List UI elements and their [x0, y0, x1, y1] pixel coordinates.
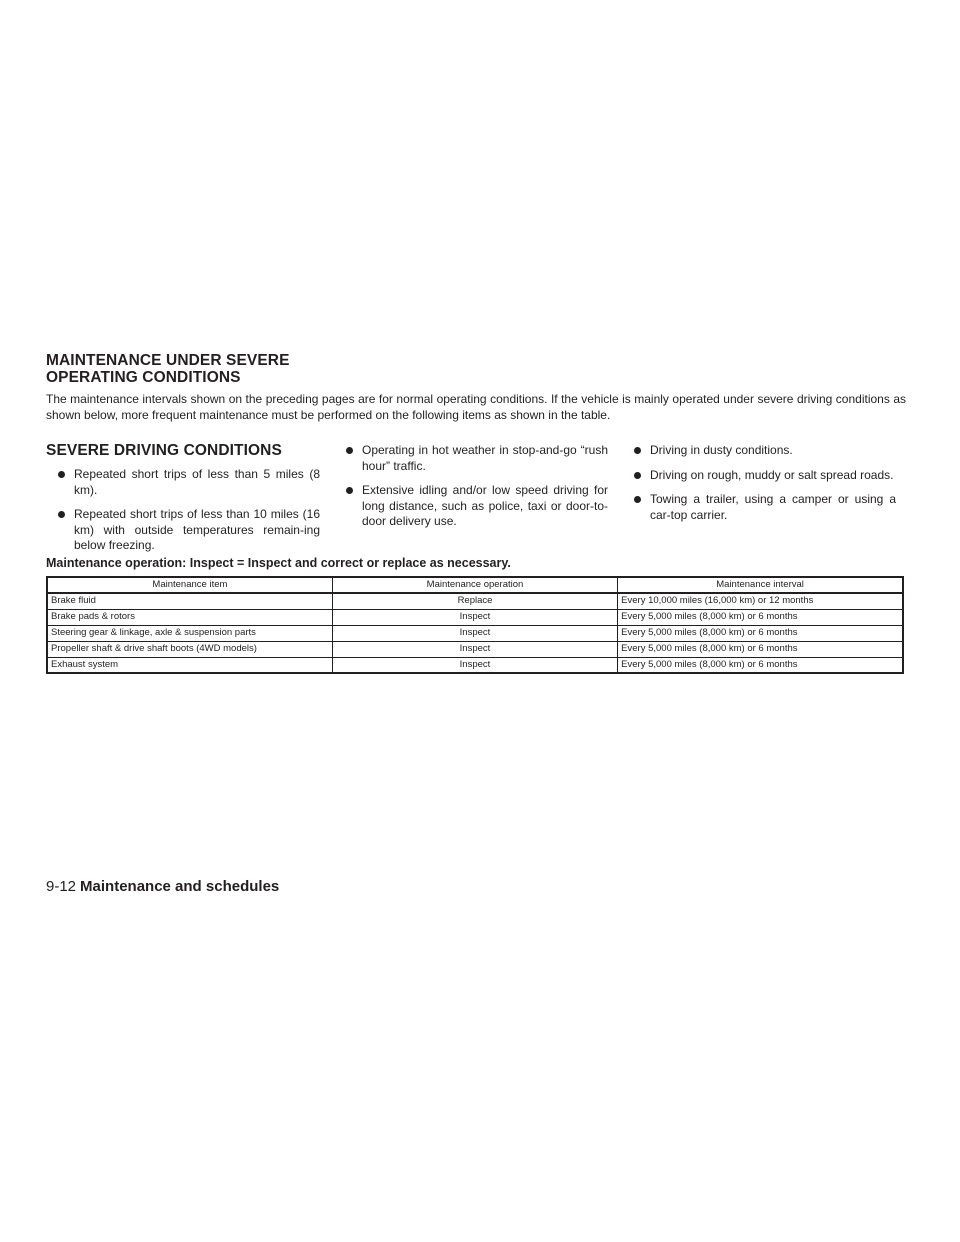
section-title-line-2: OPERATING CONDITIONS — [46, 369, 241, 386]
list-item-text: Driving on rough, muddy or salt spread roads. — [650, 467, 894, 482]
table-row — [47, 593, 903, 609]
list-item — [334, 443, 608, 474]
cell-interval: Every 5,000 miles (8,000 km) or 6 months — [618, 625, 903, 641]
cell-operation: Inspect — [332, 641, 617, 657]
bullet-column-2 — [334, 443, 608, 539]
cell-operation: Inspect — [332, 609, 617, 625]
bullet-dot-icon — [58, 511, 65, 518]
cell-item: Exhaust system — [47, 657, 332, 673]
chapter-title: Maintenance and schedules — [80, 878, 280, 895]
section-title-line-1: MAINTENANCE UNDER SEVERE — [46, 352, 290, 369]
list-item-text: Driving in dusty conditions. — [650, 443, 793, 457]
bullet-dot-icon — [58, 471, 65, 478]
cell-item: Brake pads & rotors — [47, 609, 332, 625]
cell-interval: Every 10,000 miles (16,000 km) or 12 months — [618, 593, 903, 609]
bullet-dot-icon — [346, 447, 353, 454]
cell-item: Brake fluid — [47, 593, 332, 609]
list-item-text: Repeated short trips of less than 5 miles (8 km). — [74, 467, 320, 497]
maintenance-table — [46, 576, 904, 674]
list-item-text: Operating in hot weather in stop-and-go “rush hour” traffic. — [362, 443, 608, 473]
bullet-dot-icon — [634, 447, 641, 454]
section-title — [46, 352, 290, 386]
list-item — [622, 492, 896, 523]
bullet-dot-icon — [634, 496, 641, 503]
list-item-text: Towing a trailer, using a camper or using a car-top carrier. — [650, 492, 896, 522]
cell-operation: Inspect — [332, 657, 617, 673]
header-maintenance-interval: Maintenance interval — [618, 577, 903, 593]
table-row — [47, 657, 903, 673]
list-item — [46, 467, 320, 498]
header-maintenance-operation: Maintenance operation — [332, 577, 617, 593]
bullet-dot-icon — [634, 472, 641, 479]
page-number: 9-12 — [46, 878, 77, 895]
table-row — [47, 609, 903, 625]
header-maintenance-item: Maintenance item — [47, 577, 332, 593]
bullet-column-3 — [622, 443, 896, 532]
cell-interval: Every 5,000 miles (8,000 km) or 6 months — [618, 609, 903, 625]
table-caption: Maintenance operation: Inspect = Inspect and correct or replace as necessary. — [46, 556, 511, 570]
list-item — [622, 443, 896, 459]
bullet-column-1 — [46, 467, 320, 563]
list-item — [622, 468, 896, 484]
list-item — [334, 483, 608, 530]
table-row — [47, 641, 903, 657]
table-header-row — [47, 577, 903, 593]
severe-conditions-heading: SEVERE DRIVING CONDITIONS — [46, 442, 282, 459]
cell-operation: Replace — [332, 593, 617, 609]
page-footer — [46, 878, 279, 896]
list-item — [46, 507, 320, 554]
cell-interval: Every 5,000 miles (8,000 km) or 6 months — [618, 641, 903, 657]
cell-item: Propeller shaft & drive shaft boots (4WD models) — [47, 641, 332, 657]
bullet-dot-icon — [346, 487, 353, 494]
cell-operation: Inspect — [332, 625, 617, 641]
list-item-text: Extensive idling and/or low speed driving for long distance, such as police, taxi or door-to-door delivery use. — [362, 483, 608, 528]
cell-item: Steering gear & linkage, axle & suspension parts — [47, 625, 332, 641]
intro-paragraph: The maintenance intervals shown on the preceding pages are for normal operating conditions. If the vehicle is mainly operated under severe driving conditions as shown below, more frequent maintenance must be performed on the following items as shown in the table. — [46, 392, 906, 422]
cell-interval: Every 5,000 miles (8,000 km) or 6 months — [618, 657, 903, 673]
table-row — [47, 625, 903, 641]
list-item-text: Repeated short trips of less than 10 miles (16 km) with outside temperatures remain-ing below freezing. — [74, 507, 320, 552]
